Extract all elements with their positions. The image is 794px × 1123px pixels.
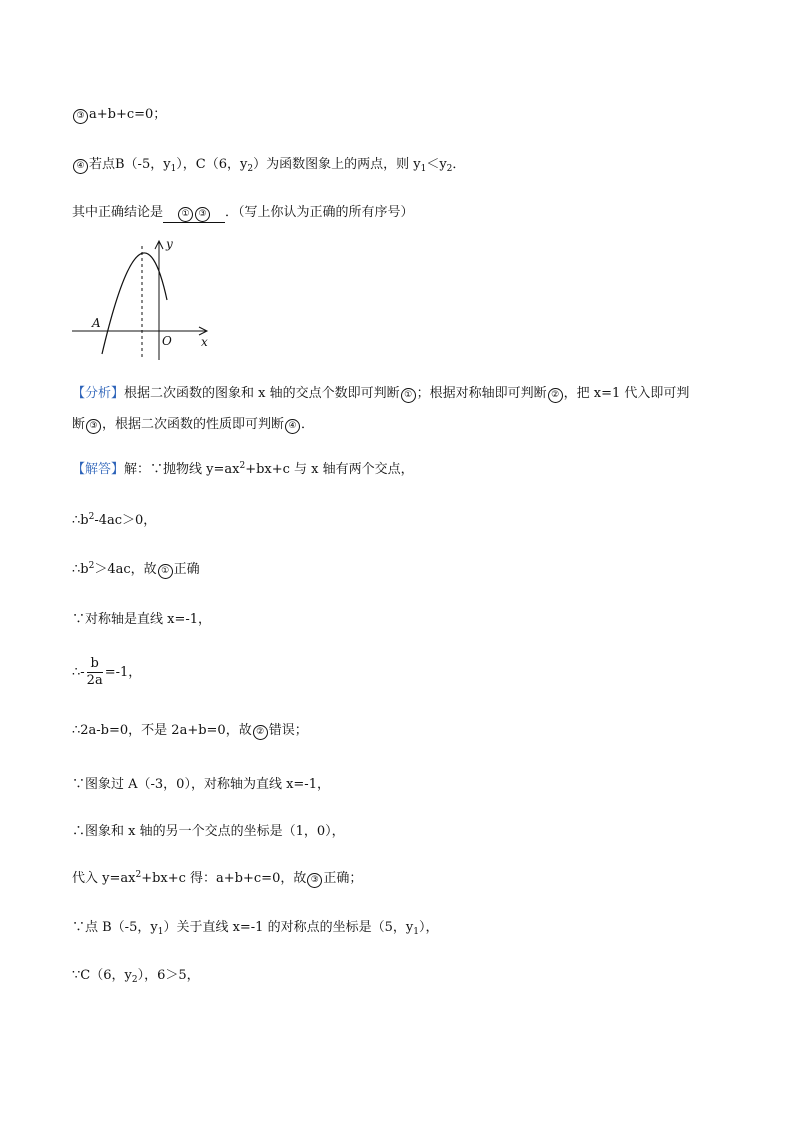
- solution-text-9b: +bx+c 得：a+b+c=0，故: [141, 871, 307, 886]
- solution-line-11: [72, 967, 200, 985]
- solution-line-2: [72, 512, 156, 530]
- statement-3-text: a+b+c=0；: [89, 107, 167, 122]
- solution-text-9c: 正确；: [323, 871, 363, 886]
- solution-text-2b: -4ac＞0，: [94, 513, 157, 528]
- analysis-text-1c: ，把 x=1 代入即可判: [563, 386, 690, 401]
- circle-number-3: ③: [195, 207, 210, 222]
- origin-label: O: [162, 334, 172, 348]
- question-text-a: 其中正确结论是: [72, 205, 164, 220]
- subscript-1: 1: [157, 927, 164, 937]
- parabola-figure: [66, 238, 226, 363]
- solution-text-6b: 错误；: [268, 723, 308, 738]
- statement-4-text-b: ），C（6，y: [176, 157, 248, 172]
- statement-4: [72, 156, 465, 174]
- solution-line-1: [72, 461, 414, 479]
- parabola-curve: [102, 253, 167, 354]
- solution-text-3b: ＞4ac，故: [94, 562, 157, 577]
- circle-number-3: ③: [86, 419, 101, 434]
- solution-line-8: [72, 823, 345, 841]
- solution-line-9: [72, 870, 362, 888]
- superscript-2: 2: [135, 870, 142, 880]
- solution-text-11b: ），6＞5，: [137, 968, 200, 983]
- analysis-text-2c: ．: [301, 417, 315, 432]
- circle-number-2: ②: [253, 725, 268, 740]
- superscript-2: 2: [239, 461, 246, 471]
- analysis-text-1b: ；根据对称轴即可判断: [416, 386, 547, 401]
- solution-line-10: [72, 919, 438, 937]
- solution-line-5: [72, 656, 141, 689]
- statement-3: [72, 106, 166, 124]
- subscript-2: 2: [446, 164, 453, 174]
- solution-text-11a: ∵C（6，y: [72, 968, 132, 983]
- analysis-text-2b: ，根据二次函数的性质即可判断: [102, 417, 285, 432]
- solution-line-7: [72, 776, 330, 794]
- subscript-1: 1: [170, 164, 177, 174]
- solution-text-8: ∴图象和 x 轴的另一个交点的坐标是（1，0），: [72, 824, 345, 839]
- solution-text-3c: 正确: [173, 562, 200, 577]
- solution-line-6: [72, 722, 308, 740]
- analysis-tag: 【分析】: [72, 386, 125, 401]
- point-a-label: A: [92, 316, 101, 330]
- circle-number-3: ③: [307, 873, 322, 888]
- solution-tag: 【解答】: [72, 462, 125, 477]
- statement-4-text-c: ）为函数图象上的两点，则 y: [253, 157, 421, 172]
- y-axis-label: y: [166, 238, 173, 251]
- question-text-b: ．（写上你认为正确的所有序号）: [225, 205, 414, 220]
- solution-text-10a: ∵点 B（-5，y: [72, 920, 158, 935]
- fraction-b-over-2a: [87, 656, 103, 689]
- superscript-2: 2: [88, 561, 95, 571]
- answer-blank: [163, 204, 225, 223]
- subscript-2: 2: [131, 975, 138, 985]
- subscript-1: 1: [413, 927, 419, 937]
- circle-number-3: ③: [73, 109, 88, 124]
- solution-text-4: ∵对称轴是直线 x=-1，: [72, 612, 212, 627]
- fraction-numerator: b: [87, 656, 103, 673]
- solution-text-10c: ），: [418, 920, 439, 935]
- subscript-1: 1: [420, 164, 427, 174]
- circle-number-2: ②: [548, 388, 563, 403]
- question-conclusion: [72, 204, 414, 223]
- analysis-text-1a: 根据二次函数的图象和 x 轴的交点个数即可判断: [124, 386, 400, 401]
- solution-text-3a: ∴b: [72, 562, 89, 577]
- statement-4-text-d: ＜y: [426, 157, 447, 172]
- solution-text-9a: 代入 y=ax: [72, 871, 136, 886]
- solution-line-3: [72, 561, 200, 579]
- circle-number-1: ①: [178, 207, 193, 222]
- circle-number-1: ①: [158, 564, 173, 579]
- circle-number-1: ①: [401, 388, 416, 403]
- solution-text-7: ∵图象过 A（-3，0），对称轴为直线 x=-1，: [72, 777, 330, 792]
- fraction-denominator: 2a: [86, 673, 103, 688]
- solution-text-10b: ）关于直线 x=-1 的对称点的坐标是（5，y: [163, 920, 414, 935]
- superscript-2: 2: [88, 512, 95, 522]
- statement-4-text-a: 若点B（-5，y: [89, 157, 171, 172]
- solution-text-2a: ∴b: [72, 513, 89, 528]
- statement-4-text-e: ．: [452, 157, 466, 172]
- solution-text-5-post: =-1，: [104, 665, 142, 680]
- solution-text-5-pre: ∴-: [72, 665, 85, 680]
- solution-line-4: [72, 611, 211, 629]
- analysis-text-2a: 断: [72, 417, 86, 432]
- x-axis-label: x: [201, 335, 208, 349]
- solution-text-6a: ∴2a-b=0，不是 2a+b=0，故: [72, 723, 252, 738]
- solution-text-1b: +bx+c 与 x 轴有两个交点，: [245, 462, 414, 477]
- analysis-line-1: [72, 385, 689, 403]
- analysis-line-2: [72, 416, 314, 434]
- solution-text-1a: 解：∵抛物线 y=ax: [124, 462, 240, 477]
- circle-number-4: ④: [73, 159, 88, 174]
- circle-number-4: ④: [285, 419, 300, 434]
- subscript-2: 2: [247, 164, 254, 174]
